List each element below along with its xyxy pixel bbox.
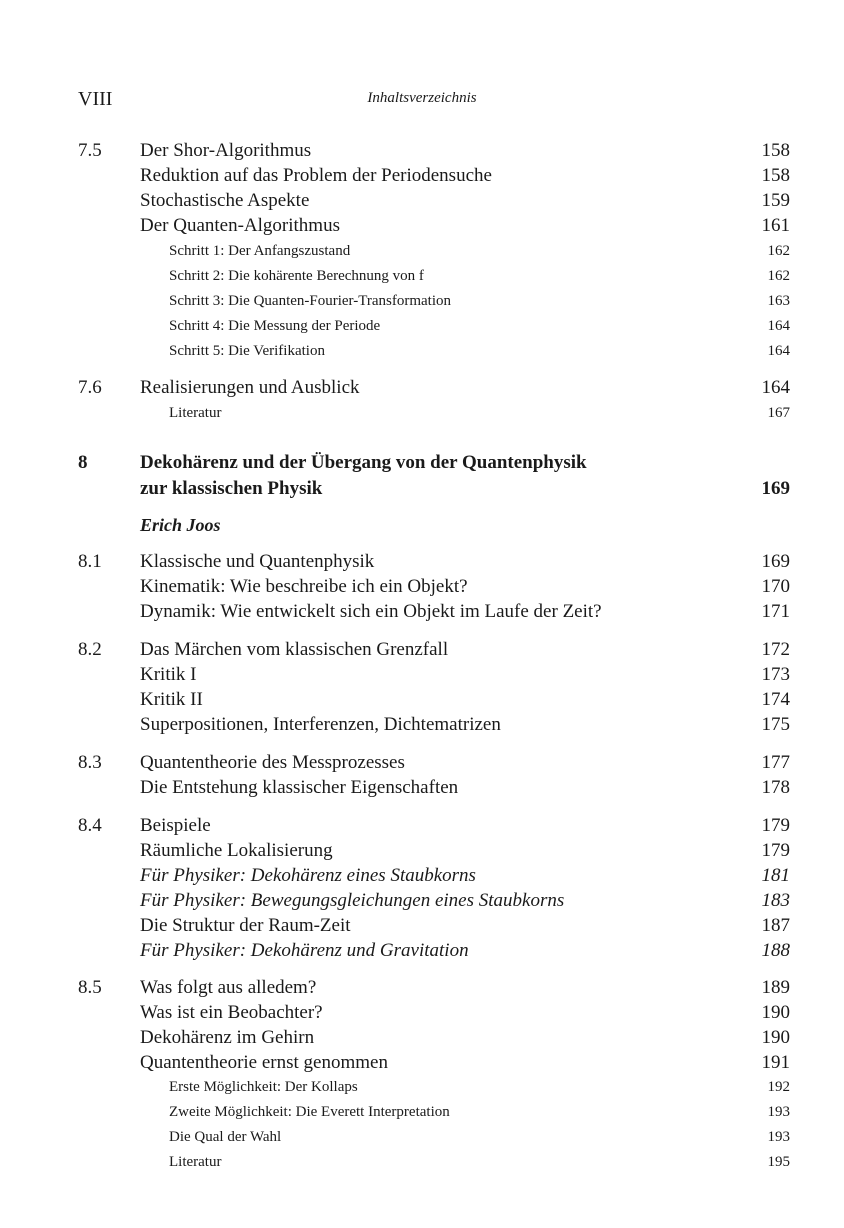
entry-title: Literatur: [169, 1154, 222, 1170]
entry-title: Kritik I: [140, 664, 197, 685]
entry-title: Literatur: [169, 405, 222, 421]
entry-page: 170: [761, 576, 790, 597]
entry-title: Für Physiker: Dekohärenz und Gravitation: [140, 940, 469, 961]
entry-page: 192: [767, 1079, 790, 1095]
entry-page: 172: [761, 639, 790, 660]
author-name: Erich Joos: [140, 515, 221, 535]
entry-title: Für Physiker: Dekohärenz eines Staubkorns: [140, 865, 476, 886]
entry-page: 158: [761, 140, 790, 161]
entry-page: 161: [761, 215, 790, 236]
entry-page: 179: [761, 815, 790, 836]
section-number: 7.6: [78, 377, 102, 398]
entry-page: 190: [761, 1002, 790, 1023]
entry-page: 181: [761, 865, 790, 886]
entry-title: Schritt 2: Die kohärente Berechnung von f: [169, 268, 424, 284]
entry-page: 164: [767, 343, 790, 359]
section-number: 8.2: [78, 639, 102, 660]
entry-page: 169: [761, 478, 790, 499]
entry-page: 162: [767, 268, 790, 284]
entry-title: Kritik II: [140, 689, 203, 710]
entry-page: 193: [767, 1104, 790, 1120]
entry-title: Realisierungen und Ausblick: [140, 377, 360, 398]
section-number: 8.5: [78, 977, 102, 998]
entry-page: 171: [761, 601, 790, 622]
entry-page: 167: [767, 405, 790, 421]
entry-title: Stochastische Aspekte: [140, 190, 310, 211]
entry-title: Reduktion auf das Problem der Periodensuche: [140, 165, 492, 186]
entry-title: Kinematik: Wie beschreibe ich ein Objekt?: [140, 576, 468, 597]
section-number: 7.5: [78, 140, 102, 161]
entry-page: 187: [761, 915, 790, 936]
entry-page: 175: [761, 714, 790, 735]
entry-page: 190: [761, 1027, 790, 1048]
entry-page: 195: [767, 1154, 790, 1170]
entry-page: 158: [761, 165, 790, 186]
entry-title: Schritt 1: Der Anfangszustand: [169, 243, 351, 259]
entry-page: 169: [761, 551, 790, 572]
entry-title: Die Struktur der Raum-Zeit: [140, 915, 351, 936]
entry-page: 173: [761, 664, 790, 685]
entry-title: Schritt 5: Die Verifikation: [169, 343, 325, 359]
entry-title: Die Entstehung klassischer Eigenschaften: [140, 777, 459, 798]
entry-page: 191: [761, 1052, 790, 1073]
entry-page: 193: [767, 1129, 790, 1145]
entry-title: Dynamik: Wie entwickelt sich ein Objekt im Laufe der Zeit?: [140, 601, 602, 622]
entry-title: Der Quanten-Algorithmus: [140, 215, 340, 236]
chapter-title: Dekohärenz und der Übergang von der Quantenphysik: [140, 452, 587, 473]
entry-title: Was folgt aus alledem?: [140, 977, 317, 998]
entry-page: 188: [761, 940, 790, 961]
entry-title: Für Physiker: Bewegungsgleichungen eines Staubkorns: [140, 890, 565, 911]
entry-title: Zweite Möglichkeit: Die Everett Interpretation: [169, 1104, 450, 1120]
entry-page: 164: [767, 318, 790, 334]
entry-title: Klassische und Quantenphysik: [140, 551, 375, 572]
entry-page: 162: [767, 243, 790, 259]
entry-page: 177: [761, 752, 790, 773]
entry-title: Superpositionen, Interferenzen, Dichtematrizen: [140, 714, 501, 735]
section-number: 8.3: [78, 752, 102, 773]
entry-title: Die Qual der Wahl: [169, 1129, 282, 1145]
entry-title: Das Märchen vom klassischen Grenzfall: [140, 639, 449, 660]
entry-page: 159: [761, 190, 790, 211]
entry-title: Räumliche Lokalisierung: [140, 840, 333, 861]
chapter-title: zur klassischen Physik: [140, 478, 323, 499]
entry-title: Erste Möglichkeit: Der Kollaps: [169, 1079, 358, 1095]
entry-title: Schritt 4: Die Messung der Periode: [169, 318, 381, 334]
entry-title: Quantentheorie des Messprozesses: [140, 752, 405, 773]
entry-page: 178: [761, 777, 790, 798]
entry-title: Der Shor-Algorithmus: [140, 140, 312, 161]
entry-title: Was ist ein Beobachter?: [140, 1002, 323, 1023]
section-number: 8.4: [78, 815, 102, 836]
running-title: Inhaltsverzeichnis: [367, 90, 477, 106]
page-number: VIII: [78, 88, 113, 110]
entry-page: 163: [767, 293, 790, 309]
entry-page: 164: [761, 377, 790, 398]
entry-page: 183: [761, 890, 790, 911]
entry-page: 174: [761, 689, 790, 710]
entry-title: Quantentheorie ernst genommen: [140, 1052, 388, 1073]
section-number: 8.1: [78, 551, 102, 572]
entry-page: 189: [761, 977, 790, 998]
entry-title: Beispiele: [140, 815, 211, 836]
chapter-number: 8: [78, 452, 88, 473]
entry-page: 179: [761, 840, 790, 861]
entry-title: Schritt 3: Die Quanten-Fourier-Transformation: [169, 293, 452, 309]
entry-title: Dekohärenz im Gehirn: [140, 1027, 315, 1048]
